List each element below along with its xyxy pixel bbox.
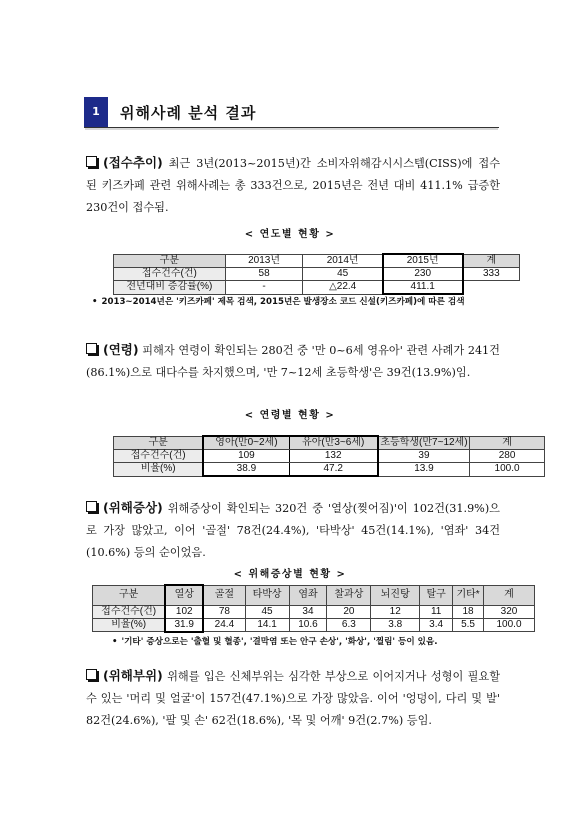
table-header-row bbox=[114, 436, 545, 450]
table-cell: 280 bbox=[470, 450, 545, 463]
table-row bbox=[114, 281, 520, 295]
checkbox-bullet-icon bbox=[86, 669, 97, 680]
table-cell: 100.0 bbox=[470, 463, 545, 477]
table-cell: 20 bbox=[327, 605, 371, 618]
table-cell: 45 bbox=[245, 605, 289, 618]
header-cell: 골절 bbox=[203, 585, 245, 605]
table-cell: 11 bbox=[420, 605, 453, 618]
paragraph-text: 위해증상이 확인되는 320건 중 '열상(찢어짐)'이 102건(31.9%)으로 가장 많았고, 이어 '골절' 78건(24.4%), '타박상' 45건(14.1%), '염좌' 34건(10.6%) 등의 순이었음. bbox=[86, 502, 500, 559]
paragraph-lead: (연령) bbox=[103, 342, 139, 357]
header-cell: 구분 bbox=[114, 436, 204, 450]
symptom-table bbox=[92, 584, 535, 633]
header-cell: 염좌 bbox=[289, 585, 327, 605]
checkbox-bullet-icon bbox=[86, 156, 97, 167]
paragraph-text: 최근 3년(2013~2015년)간 소비자위해감시시스템(CISS)에 접수된 키즈카페 관련 위해사례는 총 333건으로, 2015년은 전년 대비 411.1% 급증한 230건이 접수됨. bbox=[86, 157, 500, 214]
table-cell: 6.3 bbox=[327, 618, 371, 632]
table-cell: 12 bbox=[371, 605, 420, 618]
header-cell: 열상 bbox=[165, 585, 203, 605]
header-cell: 구분 bbox=[114, 254, 226, 268]
paragraph-text: 피해자 연령이 확인되는 280건 중 '만 0~6세 영유아' 관련 사례가 241건(86.1%)으로 대다수를 차지했으며, '만 7~12세 초등학생'은 39건(13.9%)임. bbox=[86, 344, 500, 379]
header-cell: 뇌진탕 bbox=[371, 585, 420, 605]
table-cell: 78 bbox=[203, 605, 245, 618]
table-header-row bbox=[114, 254, 520, 268]
paragraph-symptoms bbox=[86, 497, 500, 564]
row-label: 접수건수(건) bbox=[93, 605, 166, 618]
table-cell: 3.4 bbox=[420, 618, 453, 632]
table-header-row bbox=[93, 585, 535, 605]
table-cell: 102 bbox=[165, 605, 203, 618]
header-cell: 타박상 bbox=[245, 585, 289, 605]
table-cell: 18 bbox=[453, 605, 484, 618]
paragraph-lead: (위해부위) bbox=[103, 668, 163, 683]
header-cell: 탈구 bbox=[420, 585, 453, 605]
section-header bbox=[84, 97, 499, 128]
table-cell: 100.0 bbox=[484, 618, 535, 632]
checkbox-bullet-icon bbox=[86, 343, 97, 354]
table-row bbox=[93, 618, 535, 632]
header-cell: 2014년 bbox=[303, 254, 383, 268]
table-cell: 47.2 bbox=[289, 463, 378, 477]
table-cell: 38.9 bbox=[203, 463, 289, 477]
table-cell bbox=[463, 281, 520, 295]
table-cell: 39 bbox=[378, 450, 470, 463]
table-cell: △22.4 bbox=[303, 281, 383, 295]
table-cell: 45 bbox=[303, 268, 383, 281]
table-cell: 230 bbox=[383, 268, 463, 281]
age-table bbox=[113, 435, 545, 477]
paragraph-age bbox=[86, 339, 500, 384]
table-cell: 333 bbox=[463, 268, 520, 281]
section-title: 위해사례 분석 결과 bbox=[120, 104, 257, 122]
table-cell: 5.5 bbox=[453, 618, 484, 632]
paragraph-intake-trend bbox=[86, 152, 500, 219]
row-label: 비율(%) bbox=[114, 463, 204, 477]
table-row bbox=[114, 450, 545, 463]
header-cell: 계 bbox=[463, 254, 520, 268]
paragraph-lead: (위해증상) bbox=[103, 500, 163, 515]
table-row bbox=[114, 463, 545, 477]
row-label: 접수건수(건) bbox=[114, 268, 226, 281]
header-cell: 찰과상 bbox=[327, 585, 371, 605]
table-cell: 13.9 bbox=[378, 463, 470, 477]
table-row bbox=[93, 605, 535, 618]
paragraph-lead: (접수추이) bbox=[103, 155, 163, 170]
row-label: 접수건수(건) bbox=[114, 450, 204, 463]
table-cell: 14.1 bbox=[245, 618, 289, 632]
header-cell: 유아(만3~6세) bbox=[289, 436, 378, 450]
row-label: 전년대비 증감률(%) bbox=[114, 281, 226, 295]
table-note: • '기타' 증상으로는 '출혈 및 혈종', '결막염 또는 안구 손상', '화상', '찔림' 등이 있음. bbox=[112, 637, 438, 647]
header-cell: 기타* bbox=[453, 585, 484, 605]
header-cell: 2015년 bbox=[383, 254, 463, 268]
header-cell: 계 bbox=[470, 436, 545, 450]
header-cell: 계 bbox=[484, 585, 535, 605]
table-caption: < 연도별 현황 > bbox=[244, 229, 336, 240]
table-cell: 58 bbox=[225, 268, 303, 281]
table-cell: - bbox=[225, 281, 303, 295]
header-cell: 영아(만0~2세) bbox=[203, 436, 289, 450]
table-cell: 132 bbox=[289, 450, 378, 463]
paragraph-text: 위해를 입은 신체부위는 심각한 부상으로 이어지거나 성형이 필요할 수 있는 '머리 및 얼굴'이 157건(47.1%)으로 가장 많았음. 이어 '엉덩이, 다리 및 발' 82건(24.6%), '팔 및 손' 62건(18.6%), '목 및 어깨' 9건(2.7%) 등임. bbox=[86, 670, 501, 727]
section-number: 1 bbox=[84, 97, 108, 127]
row-label: 비율(%) bbox=[93, 618, 166, 632]
table-note: • 2013~2014년은 '키즈카페' 제목 검색, 2015년은 발생장소 코드 신설(키즈카페)에 따른 검색 bbox=[92, 297, 465, 307]
table-row bbox=[114, 268, 520, 281]
table-cell: 10.6 bbox=[289, 618, 327, 632]
header-cell: 2013년 bbox=[225, 254, 303, 268]
table-cell: 411.1 bbox=[383, 281, 463, 295]
header-cell: 구분 bbox=[93, 585, 166, 605]
table-cell: 3.8 bbox=[371, 618, 420, 632]
table-cell: 31.9 bbox=[165, 618, 203, 632]
header-cell: 초등학생(만7~12세) bbox=[378, 436, 470, 450]
table-cell: 109 bbox=[203, 450, 289, 463]
table-cell: 320 bbox=[484, 605, 535, 618]
table-caption: < 연령별 현황 > bbox=[244, 410, 336, 421]
table-cell: 24.4 bbox=[203, 618, 245, 632]
table-caption: < 위해증상별 현황 > bbox=[233, 569, 347, 580]
paragraph-body-part bbox=[86, 665, 500, 732]
table-cell: 34 bbox=[289, 605, 327, 618]
yearly-table bbox=[113, 253, 520, 295]
checkbox-bullet-icon bbox=[86, 501, 97, 512]
